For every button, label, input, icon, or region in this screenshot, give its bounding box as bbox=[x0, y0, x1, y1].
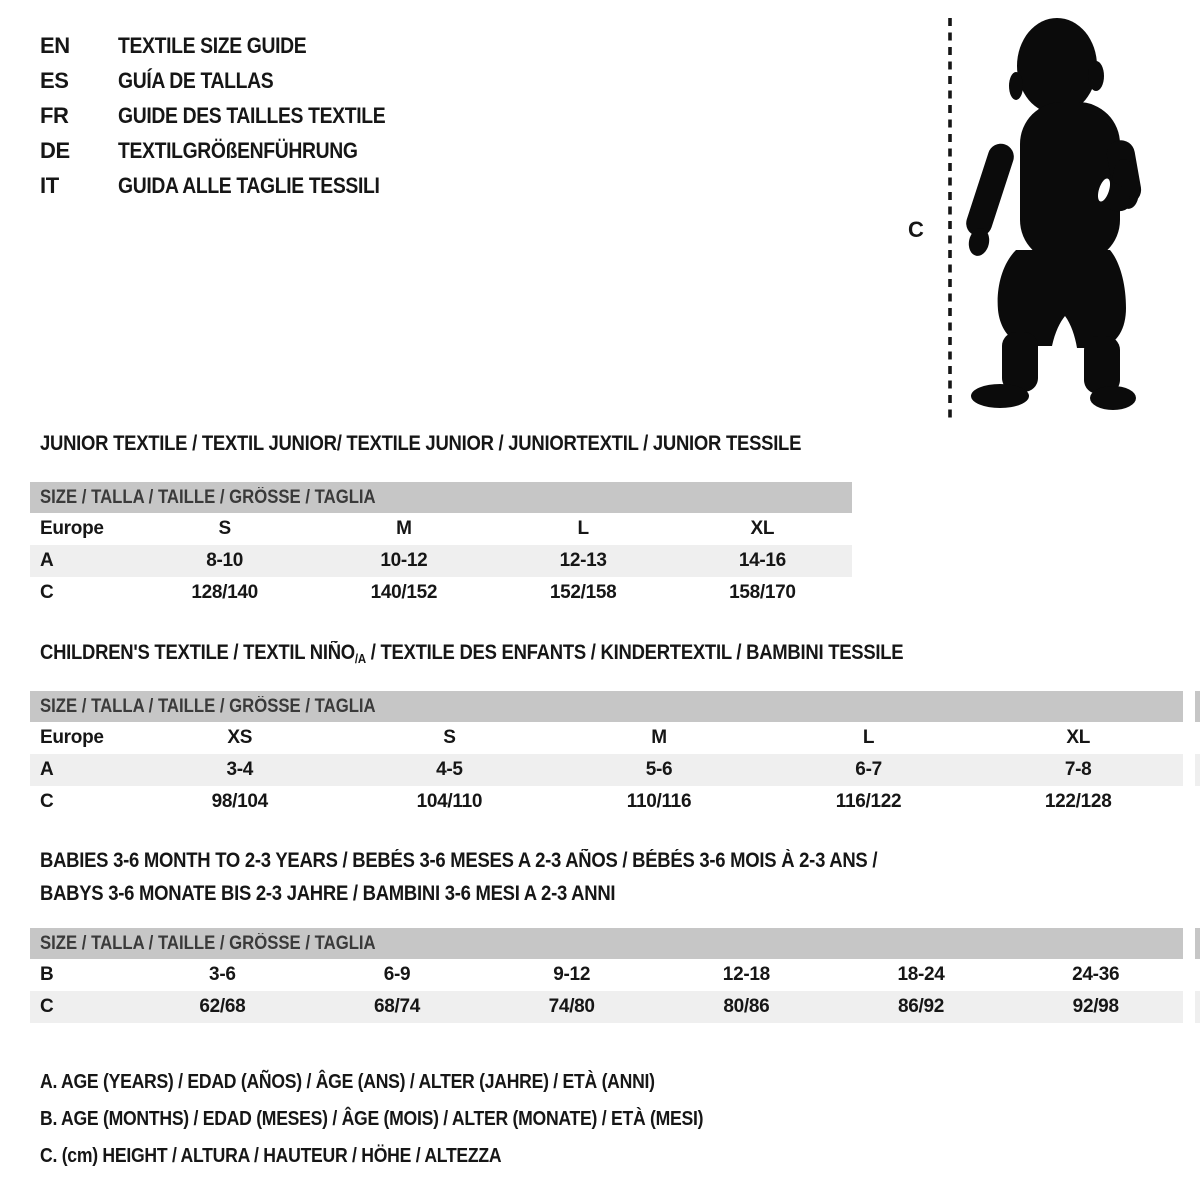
table-cell: 4-5 bbox=[436, 759, 463, 780]
babies-title-line: BABIES 3-6 MONTH TO 2-3 YEARS / BEBÉS 3-6 MESES A 2-3 AÑOS / BÉBÉS 3-6 MOIS À 2-3 ANS / bbox=[40, 849, 878, 872]
table-cell: 12-18 bbox=[722, 964, 770, 985]
language-row bbox=[40, 28, 422, 63]
height-measure-label: C bbox=[908, 217, 924, 242]
row-label: Europe bbox=[40, 518, 104, 539]
table-cell: M bbox=[651, 727, 667, 748]
table-cell: 9-12 bbox=[553, 964, 591, 985]
language-title: GUIDA ALLE TAGLIE TESSILI bbox=[118, 173, 380, 198]
row-label: B bbox=[40, 964, 54, 985]
table-cell: L bbox=[577, 518, 589, 539]
row-label: C bbox=[40, 791, 54, 812]
language-row bbox=[40, 98, 422, 133]
children-size-table bbox=[30, 691, 1183, 818]
row-label: Europe bbox=[40, 727, 104, 748]
table-row bbox=[30, 754, 1183, 786]
size-header-bar: SIZE / TALLA / TAILLE / GRÖSSE / TAGLIA bbox=[30, 691, 1183, 722]
table-cell: S bbox=[218, 518, 231, 539]
language-code: EN bbox=[40, 33, 70, 58]
size-header-bar: SIZE / TALLA / TAILLE / GRÖSSE / TAGLIA bbox=[30, 928, 1183, 959]
table-row bbox=[30, 577, 852, 609]
language-title: GUÍA DE TALLAS bbox=[118, 68, 274, 93]
table-cell: 18-24 bbox=[897, 964, 945, 985]
language-code: IT bbox=[40, 173, 59, 198]
table-row bbox=[30, 786, 1183, 818]
table-row bbox=[30, 991, 1183, 1023]
legend-line: A. AGE (YEARS) / EDAD (AÑOS) / ÂGE (ANS) / ALTER (JAHRE) / ETÀ (ANNI) bbox=[40, 1071, 655, 1093]
children-table-rows bbox=[30, 722, 1183, 818]
language-row bbox=[40, 133, 422, 168]
babies-section-title bbox=[40, 844, 991, 910]
nino-a-subscript: /A bbox=[354, 651, 366, 666]
table-cell: 7-8 bbox=[1064, 759, 1092, 780]
language-row bbox=[40, 168, 422, 203]
table-cell: 116/122 bbox=[835, 791, 902, 812]
table-cell: L bbox=[862, 727, 875, 748]
cropped-table-edge bbox=[1195, 928, 1200, 1023]
table-cell: 86/92 bbox=[898, 996, 945, 1017]
junior-section-title: JUNIOR TEXTILE / TEXTIL JUNIOR/ TEXTILE JUNIOR / JUNIORTEXTIL / JUNIOR TESSILE bbox=[40, 432, 802, 455]
children-section-title: CHILDREN'S TEXTILE / TEXTIL $NIÑO_{/A}$ / TEXTILE DES ENFANTS / KINDERTEXTIL / BAMBINI TESSILE bbox=[40, 641, 904, 666]
size-header-bar: SIZE / TALLA / TAILLE / GRÖSSE / TAGLIA bbox=[30, 482, 852, 513]
table-row bbox=[30, 959, 1183, 991]
table-cell: 8-10 bbox=[206, 550, 244, 571]
legend-line: B. AGE (MONTHS) / EDAD (MESES) / ÂGE (MOIS) / ALTER (MONATE) / ETÀ (MESI) bbox=[40, 1108, 704, 1130]
language-title-list bbox=[40, 28, 422, 203]
table-cell: 6-7 bbox=[855, 759, 882, 780]
language-title: TEXTILGRÖßENFÜHRUNG bbox=[118, 138, 358, 163]
table-cell: 92/98 bbox=[1072, 996, 1119, 1017]
measurement-legend bbox=[40, 1064, 794, 1175]
table-cell: 140/152 bbox=[370, 582, 438, 603]
table-cell: 5-6 bbox=[645, 759, 673, 780]
table-cell: 110/116 bbox=[626, 791, 692, 812]
table-cell: 3-6 bbox=[209, 964, 236, 985]
babies-title-line: BABYS 3-6 MONATE BIS 2-3 JAHRE / BAMBINI 3-6 MESI A 2-3 ANNI bbox=[40, 882, 616, 905]
table-cell: 24-36 bbox=[1072, 964, 1120, 985]
table-cell: 158/170 bbox=[729, 582, 796, 603]
junior-size-table bbox=[30, 482, 852, 609]
table-cell: 62/68 bbox=[199, 996, 246, 1017]
legend-line: C. (cm) HEIGHT / ALTURA / HAUTEUR / HÖHE / ALTEZZA bbox=[40, 1145, 502, 1167]
language-code: ES bbox=[40, 68, 69, 93]
table-cell: 6-9 bbox=[383, 964, 411, 985]
table-cell: 122/128 bbox=[1044, 791, 1112, 812]
table-cell: 3-4 bbox=[226, 759, 254, 780]
junior-table-rows bbox=[30, 513, 852, 609]
row-label: A bbox=[40, 759, 54, 780]
language-code: DE bbox=[40, 138, 70, 163]
babies-table-rows bbox=[30, 959, 1183, 1023]
table-row bbox=[30, 722, 1183, 754]
cropped-table-edge bbox=[1195, 691, 1200, 818]
table-row bbox=[30, 545, 852, 577]
table-row bbox=[30, 513, 852, 545]
table-cell: XS bbox=[227, 727, 253, 748]
row-label: C bbox=[40, 582, 54, 603]
language-title: GUIDE DES TAILLES TEXTILE bbox=[118, 103, 386, 128]
table-cell: 80/86 bbox=[723, 996, 770, 1017]
language-code: FR bbox=[40, 103, 69, 128]
toddler-silhouette-icon bbox=[958, 14, 1146, 418]
table-cell: M bbox=[396, 518, 412, 539]
table-cell: 152/158 bbox=[549, 582, 617, 603]
language-title: TEXTILE SIZE GUIDE bbox=[118, 33, 307, 58]
row-label: C bbox=[40, 996, 54, 1017]
table-cell: XL bbox=[1066, 727, 1091, 748]
row-label: A bbox=[40, 550, 54, 571]
babies-size-table bbox=[30, 928, 1183, 1023]
table-cell: XL bbox=[750, 518, 775, 539]
table-cell: 12-13 bbox=[559, 550, 607, 571]
table-cell: 104/110 bbox=[416, 791, 483, 812]
language-row bbox=[40, 63, 422, 98]
table-cell: 98/104 bbox=[211, 791, 268, 812]
table-cell: 74/80 bbox=[548, 996, 595, 1017]
table-cell: 10-12 bbox=[380, 550, 428, 571]
table-cell: 128/140 bbox=[191, 582, 258, 603]
table-cell: 68/74 bbox=[373, 996, 421, 1017]
height-measure-dashed-line bbox=[947, 18, 953, 418]
table-cell: S bbox=[443, 727, 456, 748]
table-cell: 14-16 bbox=[738, 550, 786, 571]
